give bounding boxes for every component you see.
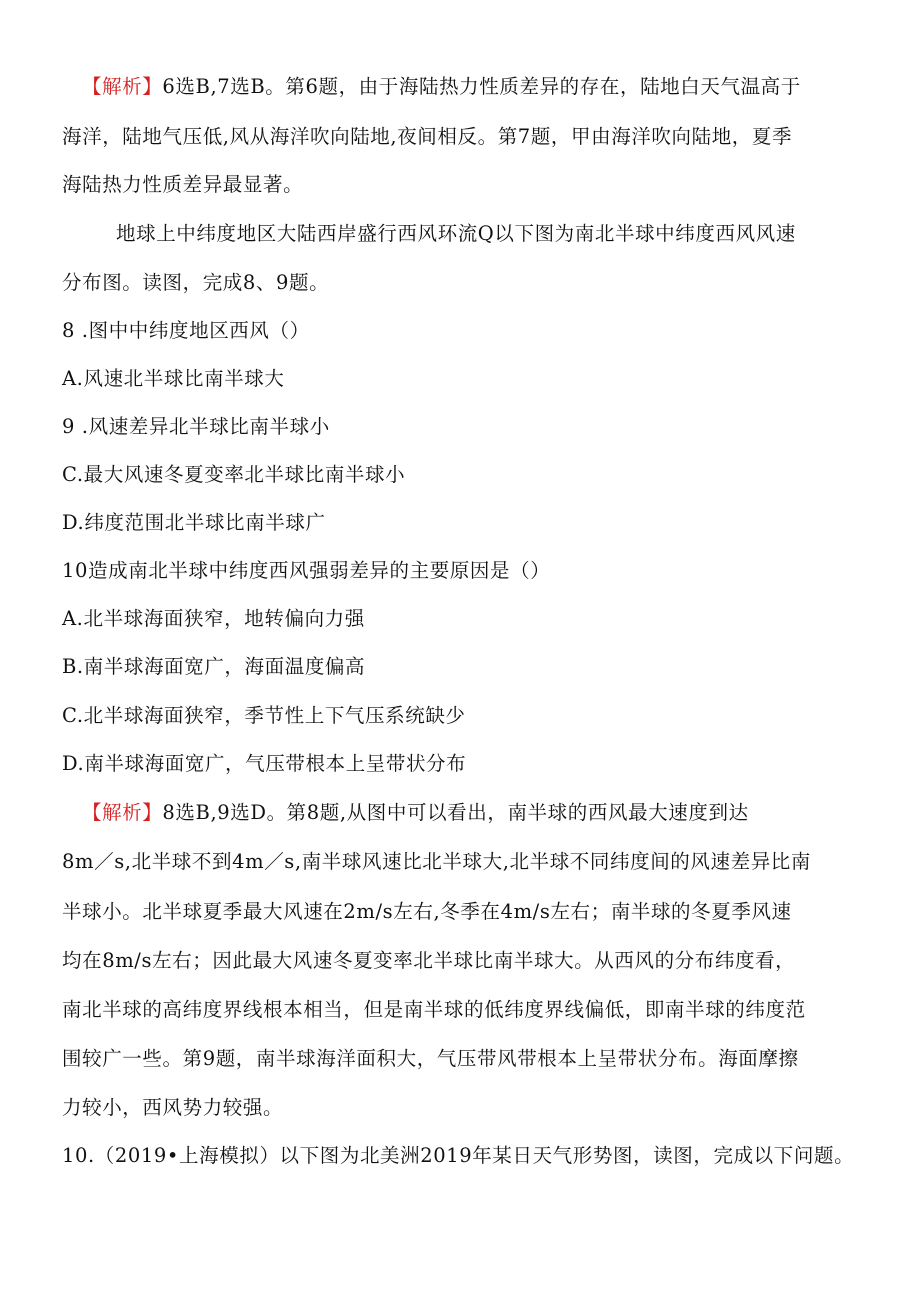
intro-line-2: 分布图。读图，完成8、9题。 <box>62 271 330 294</box>
question-10-stem: 10造成南北半球中纬度西风强弱差异的主要原因是（） <box>62 559 551 582</box>
question-10-option-b: B.南半球海面宽广，海面温度偏高 <box>62 655 366 678</box>
question-10-option-d: D.南半球海面宽广，气压带根本上呈带状分布 <box>62 752 467 775</box>
question-8-option-d: D.纬度范围北半球比南半球广 <box>62 511 326 534</box>
analysis-2-line-5: 南北半球的高纬度界线根本相当，但是南半球的低纬度界线偏低，即南半球的纬度范 <box>62 998 806 1021</box>
question-8-stem: 8 .图中中纬度地区西风（） <box>62 319 310 342</box>
analysis-2-line-4: 均在8m/s左右；因此最大风速冬夏变率北半球比南半球大。从西风的分布纬度看， <box>62 949 796 972</box>
analysis-tag: 【解析】 <box>82 75 163 98</box>
analysis-1-line-3: 海陆热力性质差异最显著。 <box>62 173 304 196</box>
intro-line-1: 地球上中纬度地区大陆西岸盛行西风环流Q以下图为南北半球中纬度西风风速 <box>116 222 796 245</box>
question-10-option-a: A.北半球海面狭窄，地转偏向力强 <box>62 607 365 630</box>
analysis-text: 6选B,7选B。第6题，由于海陆热力性质差异的存在，陆地白天气温高于 <box>162 75 801 98</box>
analysis-2-line-6: 围较广一些。第9题，南半球海洋面积大，气压带风带根本上呈带状分布。海面摩擦 <box>62 1047 799 1070</box>
analysis-2-line-3: 半球小。北半球夏季最大风速在2m/s左右,冬季在4m/s左右；南半球的冬夏季风速 <box>62 900 792 923</box>
analysis-2-line-1 <box>82 800 882 826</box>
question-10-option-c: C.北半球海面狭窄，季节性上下气压系统缺少 <box>62 704 466 727</box>
question-8-option-a: A.风速北半球比南半球大 <box>62 367 285 390</box>
analysis-1-line-1 <box>82 74 882 100</box>
analysis-tag: 【解析】 <box>82 801 163 824</box>
question-8-option-c: C.最大风速冬夏变率北半球比南半球小 <box>62 463 406 486</box>
analysis-2-line-2: 8m／s,北半球不到4m／s,南半球风速比北半球大,北半球不同纬度间的风速差异比南 <box>62 850 812 873</box>
question-8-option-b: 9 .风速差异北半球比南半球小 <box>62 415 330 438</box>
question-next-stem: 10.（2019•上海模拟）以下图为北美洲2019年某日天气形势图，读图，完成以下问题。 <box>62 1144 855 1167</box>
analysis-1-line-2: 海洋，陆地气压低,风从海洋吹向陆地,夜间相反。第7题，甲由海洋吹向陆地，夏季 <box>62 125 793 148</box>
analysis-text: 8选B,9选D。第8题,从图中可以看出，南半球的西风最大速度到达 <box>162 801 749 824</box>
analysis-2-line-7: 力较小，西风势力较强。 <box>62 1096 284 1119</box>
